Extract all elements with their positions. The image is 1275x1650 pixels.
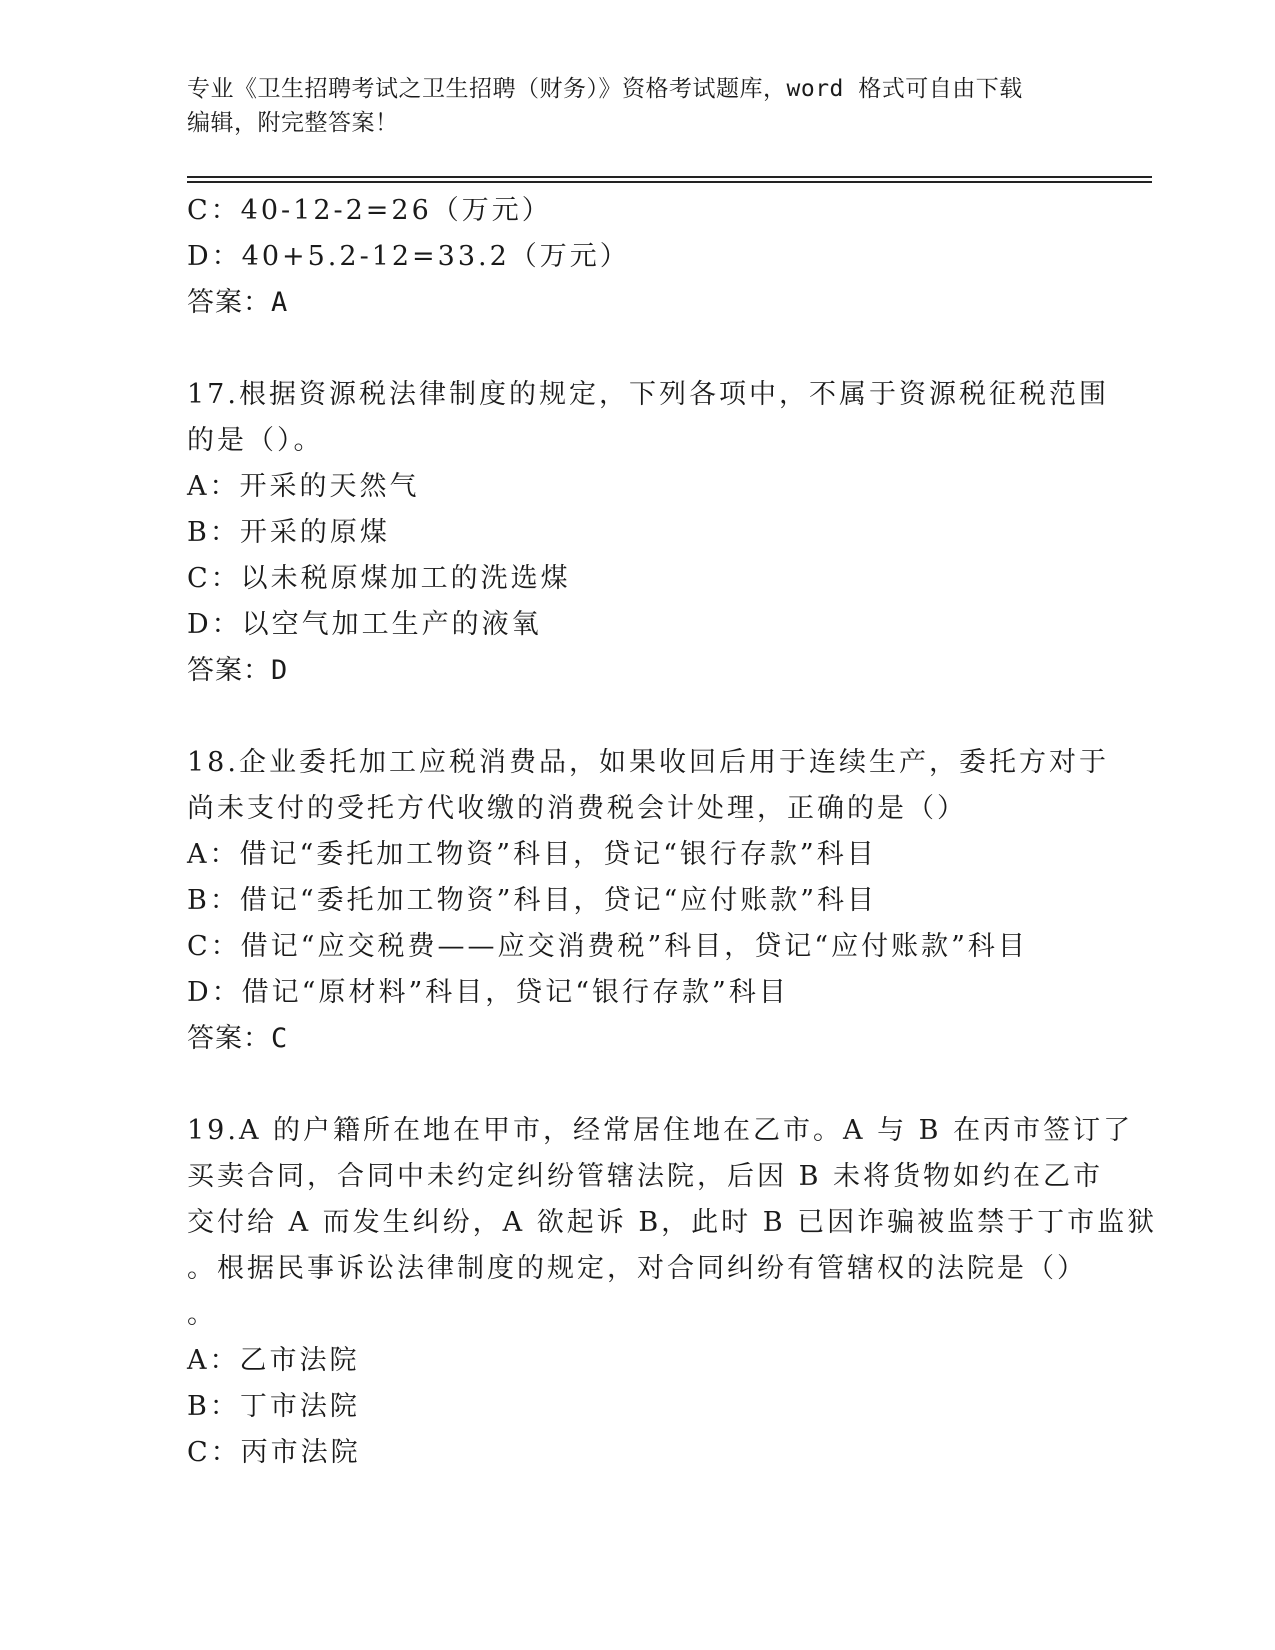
prev-option-c: C：40-12-2=26（万元） <box>187 195 552 226</box>
spacer <box>187 1062 1087 1108</box>
q19-stem-line-2: 买卖合同，合同中未约定纠纷管辖法院，后因 B 未将货物如约在乙市 <box>187 1161 1104 1192</box>
q17-option-c: C：以未税原煤加工的洗选煤 <box>187 563 571 594</box>
q17-stem-line-2: 的是（）。 <box>187 425 324 456</box>
prev-answer: 答案：A <box>187 287 289 318</box>
page-header <box>187 72 1067 140</box>
q18-option-d: D：借记“原材料”科目，贷记“银行存款”科目 <box>187 977 789 1008</box>
q19-stem-line-3: 交付给 A 而发生纠纷，A 欲起诉 B，此时 B 已因诈骗被监禁于丁市监狱 <box>187 1207 1158 1238</box>
q18-option-c: C：借记“应交税费——应交消费税”科目，贷记“应付账款”科目 <box>187 931 1028 962</box>
q17-option-a: A：开采的天然气 <box>187 471 420 502</box>
header-divider-top <box>187 176 1152 178</box>
header-divider-bottom <box>187 181 1152 183</box>
header-line-2: 编辑，附完整答案！ <box>187 110 399 136</box>
question-content <box>187 188 1158 1476</box>
q18-option-a: A：借记“委托加工物资”科目，贷记“银行存款”科目 <box>187 839 877 870</box>
header-line-1: 专业《卫生招聘考试之卫生招聘（财务）》资格考试题库，word 格式可自由下载 <box>187 76 1023 102</box>
q17-option-d: D：以空气加工生产的液氧 <box>187 609 542 640</box>
q19-option-c: C：丙市法院 <box>187 1437 361 1468</box>
q19-option-a: A：乙市法院 <box>187 1345 360 1376</box>
q18-stem-line-1: 18.企业委托加工应税消费品，如果收回后用于连续生产，委托方对于 <box>187 747 1109 778</box>
q17-answer: 答案：D <box>187 655 289 686</box>
q17-option-b: B：开采的原煤 <box>187 517 390 548</box>
prev-option-d: D：40+5.2-12=33.2（万元） <box>187 241 630 272</box>
q19-stem-line-1: 19.A 的户籍所在地在甲市，经常居住地在乙市。A 与 B 在丙市签订了 <box>187 1115 1134 1146</box>
q18-stem-line-2: 尚未支付的受托方代收缴的消费税会计处理，正确的是（） <box>187 793 967 824</box>
q19-option-b: B：丁市法院 <box>187 1391 360 1422</box>
spacer <box>187 326 1087 372</box>
q17-stem-line-1: 17.根据资源税法律制度的规定，下列各项中，不属于资源税征税范围 <box>187 379 1109 410</box>
q19-stem-line-4: 。根据民事诉讼法律制度的规定，对合同纠纷有管辖权的法院是（） <box>187 1253 1087 1284</box>
spacer <box>187 694 1087 740</box>
q19-stem-line-5: 。 <box>187 1299 217 1330</box>
q18-option-b: B：借记“委托加工物资”科目，贷记“应付账款”科目 <box>187 885 878 916</box>
q18-answer: 答案：C <box>187 1023 289 1054</box>
